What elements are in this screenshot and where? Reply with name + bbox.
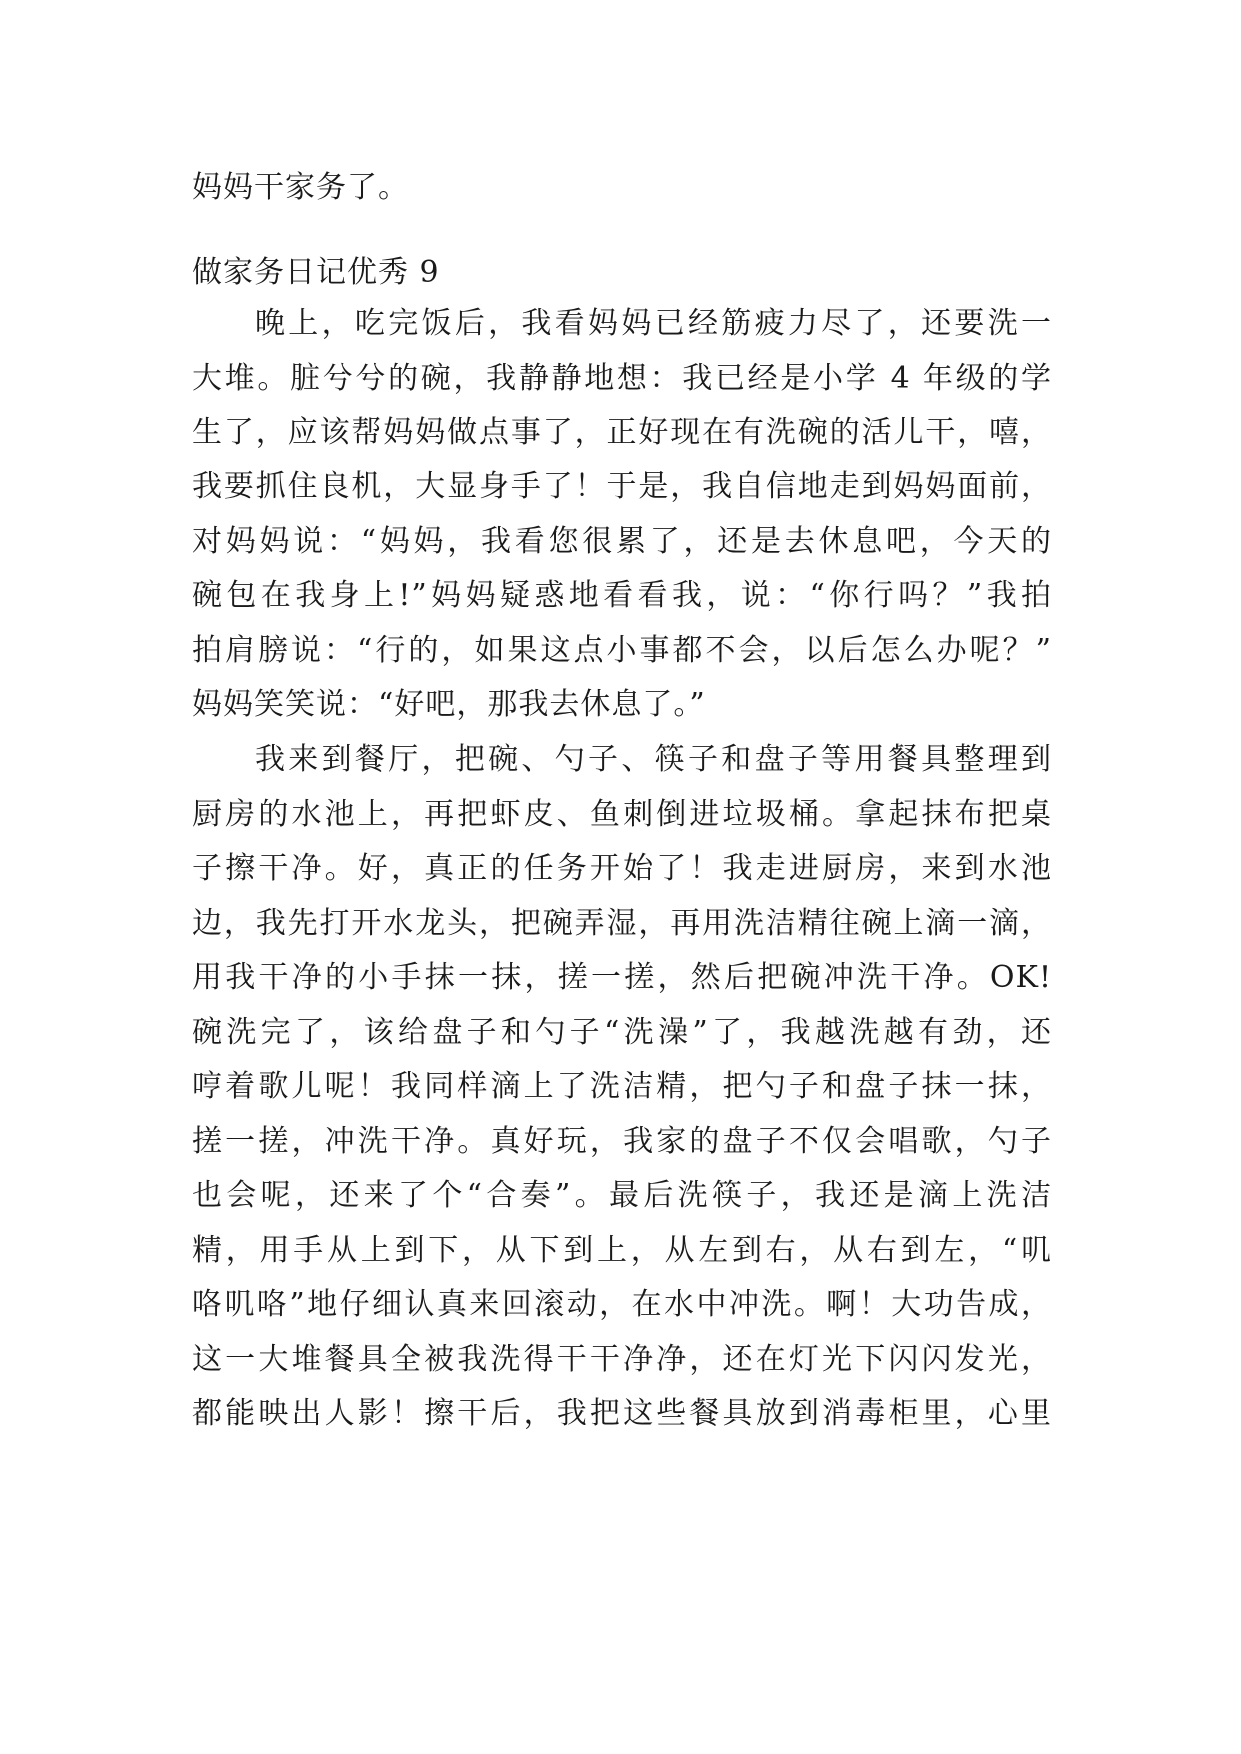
paragraph-line: 咯叽咯”地仔细认真来回滚动，在水中冲洗。啊！大功告成， (192, 1287, 1052, 1322)
paragraph-line: 子擦干净。好，真正的任务开始了！我走进厨房，来到水池 (192, 851, 1052, 886)
paragraph-line: 妈妈笑笑说：“好吧，那我去休息了。” (192, 687, 706, 722)
paragraph-line: 拍肩膀说：“行的，如果这点小事都不会，以后怎么办呢？” (192, 633, 1052, 668)
section-heading: 做家务日记优秀 9 (192, 255, 440, 290)
paragraph-line: 也会呢，还来了个“合奏”。最后洗筷子，我还是滴上洗洁 (192, 1178, 1052, 1213)
paragraph-line: 对妈妈说：“妈妈，我看您很累了，还是去休息吧，今天的 (192, 524, 1052, 559)
paragraph-line: 我来到餐厅，把碗、勺子、筷子和盘子等用餐具整理到 (255, 742, 1052, 777)
paragraph-line: 厨房的水池上，再把虾皮、鱼刺倒进垃圾桶。拿起抹布把桌 (192, 797, 1052, 832)
paragraph-line: 碗包在我身上!”妈妈疑惑地看看我，说：“你行吗？”我拍 (192, 578, 1052, 613)
paragraph-line: 都能映出人影！擦干后，我把这些餐具放到消毒柜里，心里 (192, 1396, 1052, 1431)
paragraph-line: 晚上，吃完饭后，我看妈妈已经筋疲力尽了，还要洗一 (255, 306, 1052, 341)
paragraph-line: 大堆。脏兮兮的碗，我静静地想：我已经是小学 4 年级的学 (192, 361, 1052, 396)
paragraph-line: 碗洗完了，该给盘子和勺子“洗澡”了，我越洗越有劲，还 (192, 1015, 1052, 1050)
text-line: 妈妈干家务了。 (192, 170, 409, 205)
paragraph-line: 用我干净的小手抹一抹，搓一搓，然后把碗冲洗干净。OK! (192, 960, 1052, 995)
paragraph-line: 我要抓住良机，大显身手了！于是，我自信地走到妈妈面前， (192, 469, 1052, 504)
paragraph-line: 精，用手从上到下，从下到上，从左到右，从右到左，“叽 (192, 1233, 1052, 1268)
paragraph-line: 生了，应该帮妈妈做点事了，正好现在有洗碗的活儿干，嘻， (192, 415, 1052, 450)
paragraph-line: 搓一搓，冲洗干净。真好玩，我家的盘子不仅会唱歌，勺子 (192, 1124, 1052, 1159)
paragraph-line: 边，我先打开水龙头，把碗弄湿，再用洗洁精往碗上滴一滴， (192, 906, 1052, 941)
paragraph-line: 这一大堆餐具全被我洗得干干净净，还在灯光下闪闪发光， (192, 1342, 1052, 1377)
paragraph-line: 哼着歌儿呢！我同样滴上了洗洁精，把勺子和盘子抹一抹， (192, 1069, 1052, 1104)
